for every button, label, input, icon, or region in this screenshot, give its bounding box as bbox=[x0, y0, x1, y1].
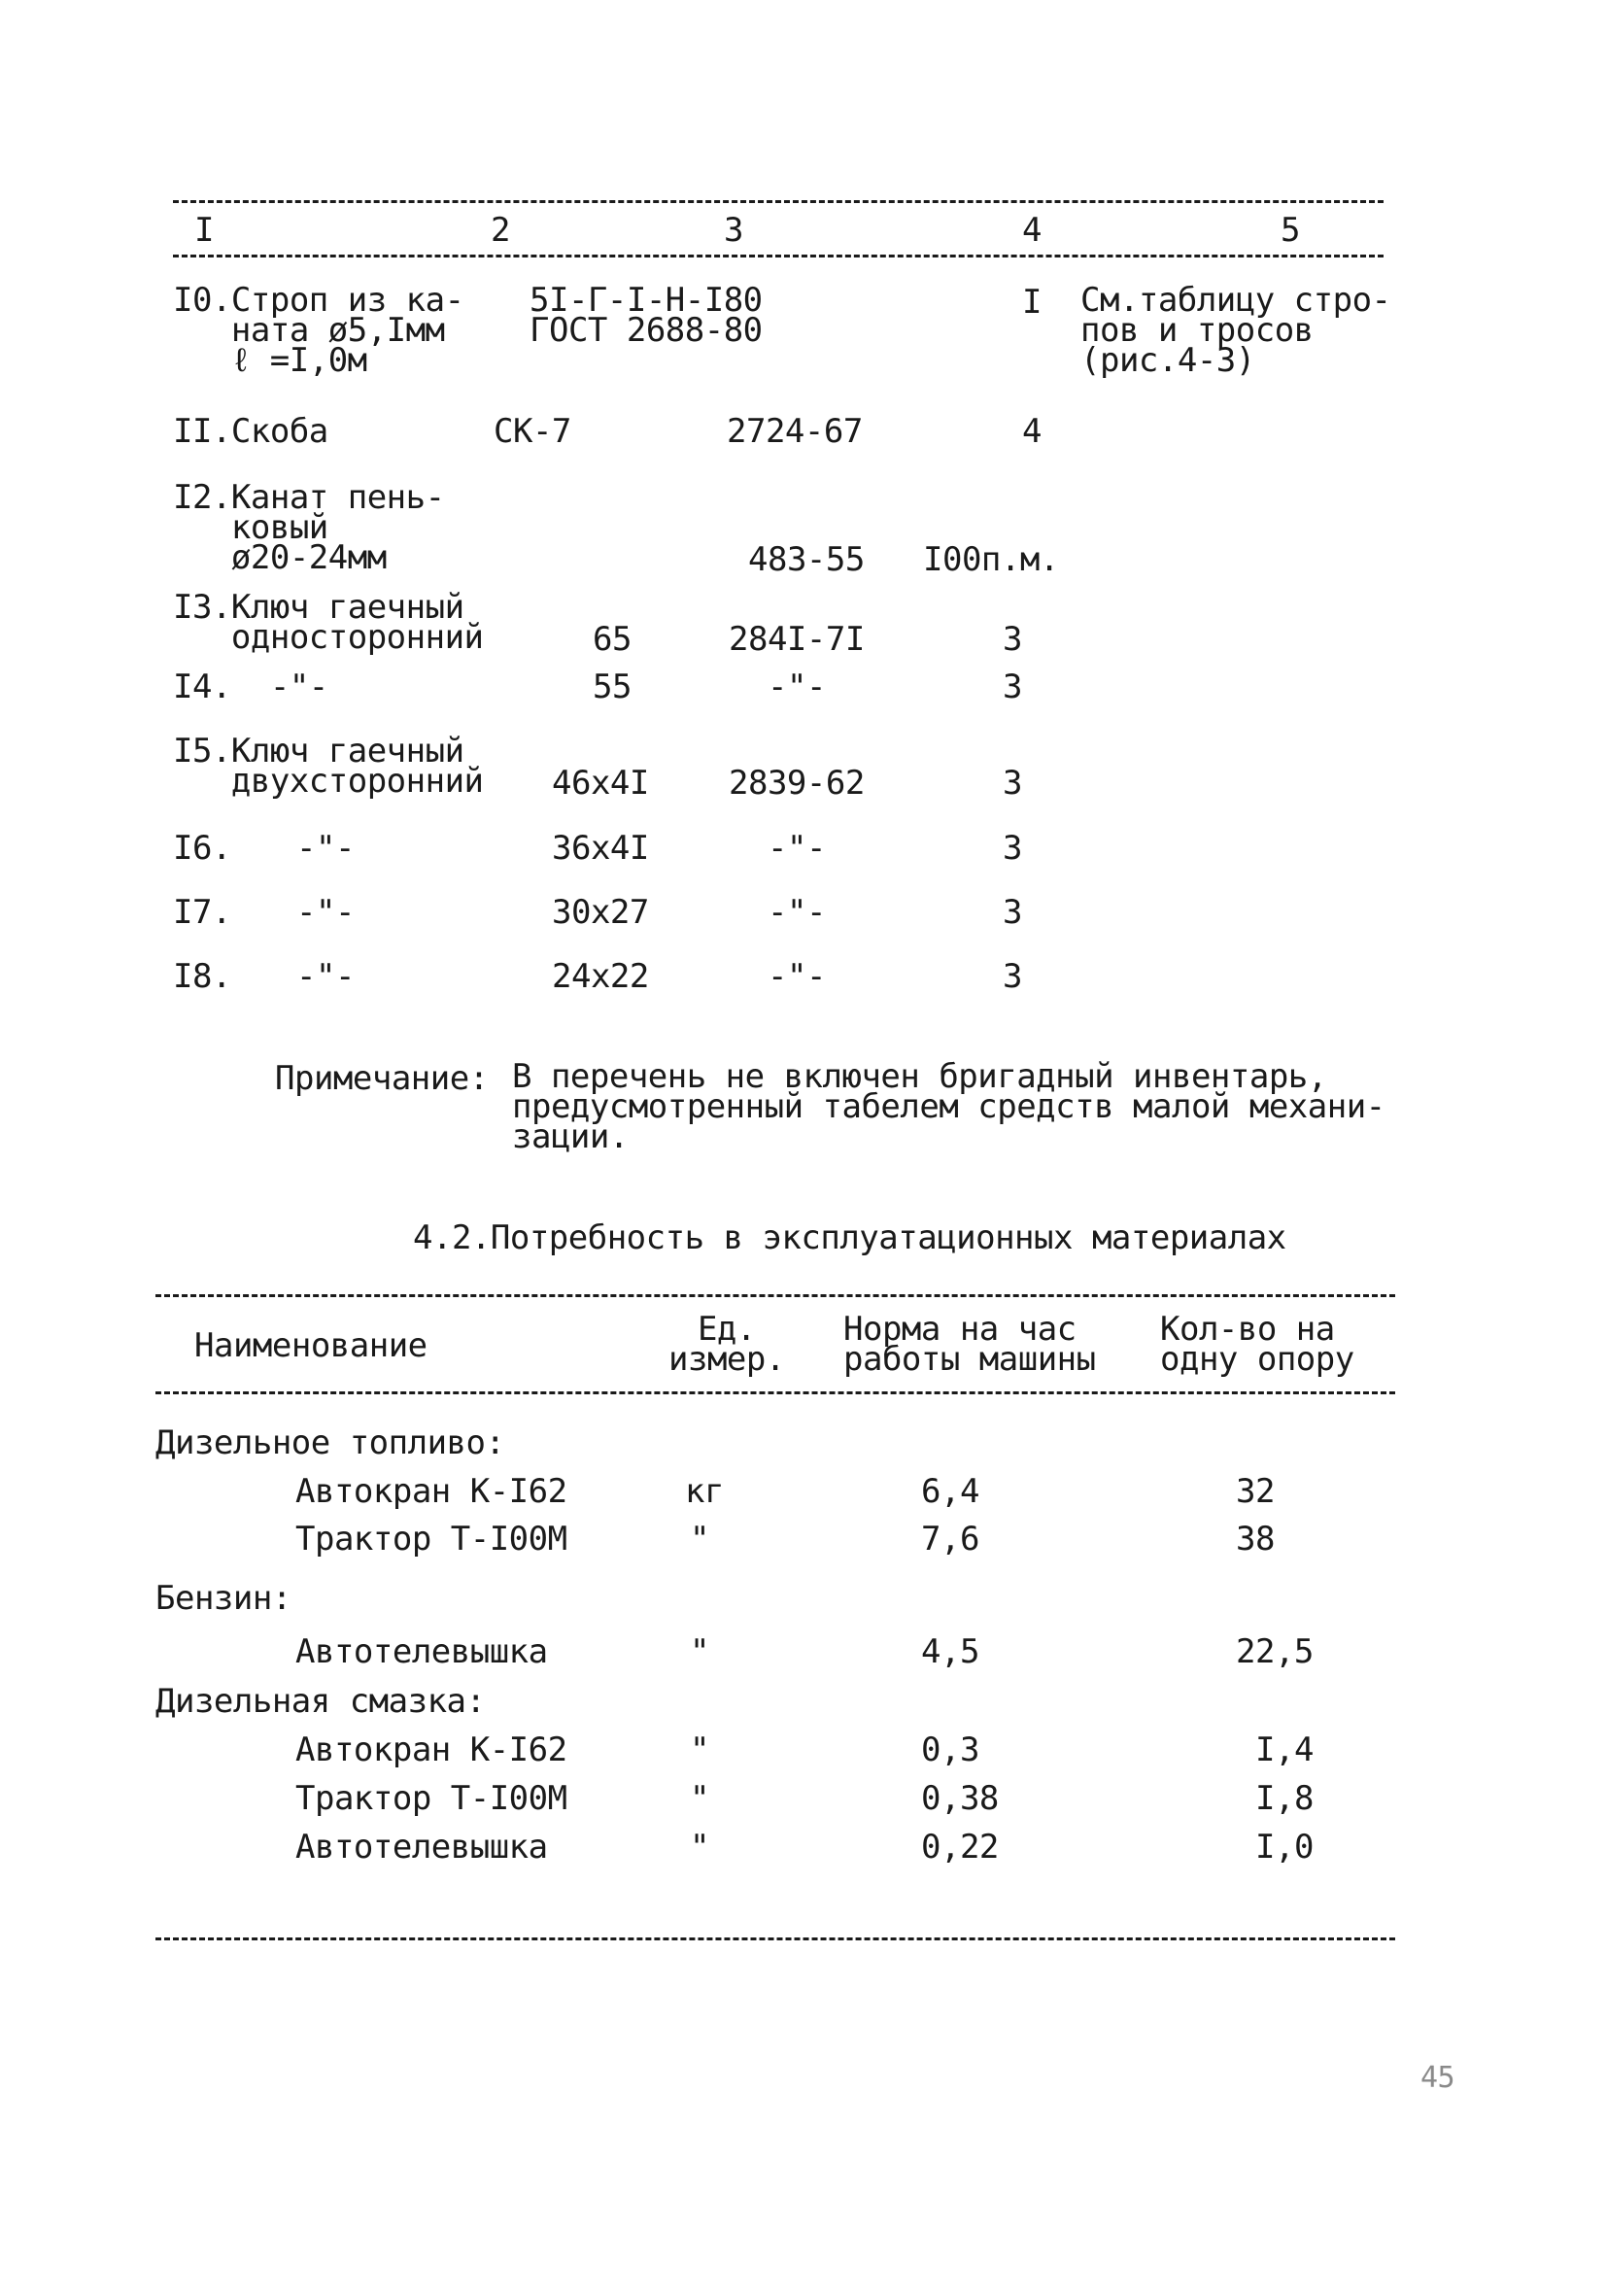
table2-group-diesel-fuel: Дизельное топливо: bbox=[155, 1423, 505, 1462]
table2-bottom-rule bbox=[155, 1937, 1395, 1940]
table1-header-rule bbox=[173, 255, 1384, 257]
table2-top-rule bbox=[155, 1294, 1395, 1297]
table2-group-diesel-lubricant: Дизельная смазка: bbox=[155, 1682, 486, 1721]
table-row-16-col4: 3 bbox=[1003, 829, 1022, 868]
table-row-13-col2: 65 bbox=[593, 620, 632, 659]
table-row-unit: " bbox=[690, 1520, 709, 1559]
table-row-10-col4: I bbox=[1022, 283, 1042, 322]
note-text: В перечень не включен бригадный инвентарь, предусмотренный табелем средств малой механи- зации. bbox=[512, 1057, 1385, 1156]
table-row-name: Автокран К-I62 bbox=[295, 1472, 567, 1511]
table-row-qty: I,4 bbox=[1255, 1731, 1314, 1769]
table-row-name: Автотелевышка bbox=[295, 1828, 548, 1867]
table-row-18-name: I8. bbox=[173, 957, 231, 996]
table-row-qty: 38 bbox=[1236, 1520, 1275, 1559]
table-row-name: Трактор Т-I00М bbox=[295, 1779, 567, 1818]
table-row-13-name: I3.Ключ гаечный односторонний bbox=[173, 588, 484, 657]
table-row-qty: 32 bbox=[1236, 1472, 1275, 1511]
table-row-16-col2: 36х4I bbox=[552, 829, 649, 868]
table2-header-rate: Норма на час работы машины bbox=[843, 1310, 1096, 1379]
table-row-rate: 6,4 bbox=[921, 1472, 979, 1511]
table-row-14-col3: -"- bbox=[768, 668, 826, 706]
table1-header-col4: 4 bbox=[1022, 211, 1042, 250]
table-row-name: Автокран К-I62 bbox=[295, 1731, 567, 1769]
table-row-18-ditto: -"- bbox=[296, 957, 355, 996]
table-row-rate: 7,6 bbox=[921, 1520, 979, 1559]
table-row-16-col3: -"- bbox=[768, 829, 826, 868]
table1-top-rule bbox=[173, 200, 1384, 203]
table-row-15-col4: 3 bbox=[1003, 764, 1022, 803]
table-row-16-name: I6. bbox=[173, 829, 231, 868]
table-row-16-ditto: -"- bbox=[296, 829, 355, 868]
table-row-11-col2: СК-7 bbox=[494, 412, 571, 451]
table2-header-name: Наименование bbox=[194, 1326, 427, 1365]
table-row-17-name: I7. bbox=[173, 893, 231, 932]
table-row-15-col3: 2839-62 bbox=[729, 764, 865, 803]
table-row-17-ditto: -"- bbox=[296, 893, 355, 932]
table-row-qty: 22,5 bbox=[1236, 1632, 1314, 1671]
table-row-unit: " bbox=[690, 1779, 709, 1818]
table-row-name: Автотелевышка bbox=[295, 1632, 548, 1671]
table-row-unit: " bbox=[690, 1731, 709, 1769]
table-row-14-col4: 3 bbox=[1003, 668, 1022, 706]
table-row-10-col2: 5I-Г-I-Н-I80 ГОСТ 2688-80 bbox=[530, 281, 763, 350]
table-row-rate: 0,38 bbox=[921, 1779, 999, 1818]
table1-header-col3: 3 bbox=[724, 211, 743, 250]
table-row-qty: I,0 bbox=[1255, 1828, 1314, 1867]
table2-header-rule bbox=[155, 1391, 1395, 1394]
table-row-unit: кг bbox=[685, 1472, 724, 1511]
table-row-unit: " bbox=[690, 1828, 709, 1867]
table1-header-col2: 2 bbox=[491, 211, 510, 250]
table-row-unit: " bbox=[690, 1632, 709, 1671]
table-row-15-name: I5.Ключ гаечный двухсторонний bbox=[173, 732, 484, 801]
table2-header-unit: Ед. измер. bbox=[668, 1310, 785, 1379]
table-row-12-col4: I00п.м. bbox=[923, 540, 1059, 579]
table2-group-gasoline: Бензин: bbox=[155, 1579, 291, 1618]
table-row-17-col3: -"- bbox=[768, 893, 826, 932]
table-row-14-name: I4. -"- bbox=[173, 668, 328, 706]
table1-header-col1: I bbox=[194, 211, 214, 250]
table-row-12-col3: 483-55 bbox=[748, 540, 865, 579]
table-row-18-col2: 24х22 bbox=[552, 957, 649, 996]
table-row-11-name: II.Скоба bbox=[173, 412, 328, 451]
page-number: 45 bbox=[1420, 2061, 1455, 2095]
table-row-rate: 0,22 bbox=[921, 1828, 999, 1867]
section-title: 4.2.Потребность в эксплуатационных материалах bbox=[413, 1218, 1286, 1257]
table-row-18-col3: -"- bbox=[768, 957, 826, 996]
note-label: Примечание: bbox=[275, 1059, 489, 1098]
table-row-15-col2: 46х4I bbox=[552, 764, 649, 803]
table-row-10-col5: См.таблицу стро- пов и тросов (рис.4-3) bbox=[1080, 281, 1391, 380]
table-row-rate: 4,5 bbox=[921, 1632, 979, 1671]
table-row-10-name: I0.Строп из ка- ната ø5,Iмм ℓ =I,0м bbox=[173, 281, 464, 380]
table-row-12-name: I2.Канат пень- ковый ø20-24мм bbox=[173, 478, 445, 577]
table-row-14-col2: 55 bbox=[593, 668, 632, 706]
table2-header-qty: Кол-во на одну опору bbox=[1160, 1310, 1354, 1379]
table1-header-col5: 5 bbox=[1281, 211, 1300, 250]
table-row-name: Трактор Т-I00М bbox=[295, 1520, 567, 1559]
table-row-13-col4: 3 bbox=[1003, 620, 1022, 659]
table-row-rate: 0,3 bbox=[921, 1731, 979, 1769]
table-row-17-col4: 3 bbox=[1003, 893, 1022, 932]
table-row-13-col3: 284I-7I bbox=[729, 620, 865, 659]
table-row-18-col4: 3 bbox=[1003, 957, 1022, 996]
table-row-11-col4: 4 bbox=[1022, 412, 1042, 451]
table-row-17-col2: 30х27 bbox=[552, 893, 649, 932]
table-row-qty: I,8 bbox=[1255, 1779, 1314, 1818]
table-row-11-col3: 2724-67 bbox=[727, 412, 863, 451]
